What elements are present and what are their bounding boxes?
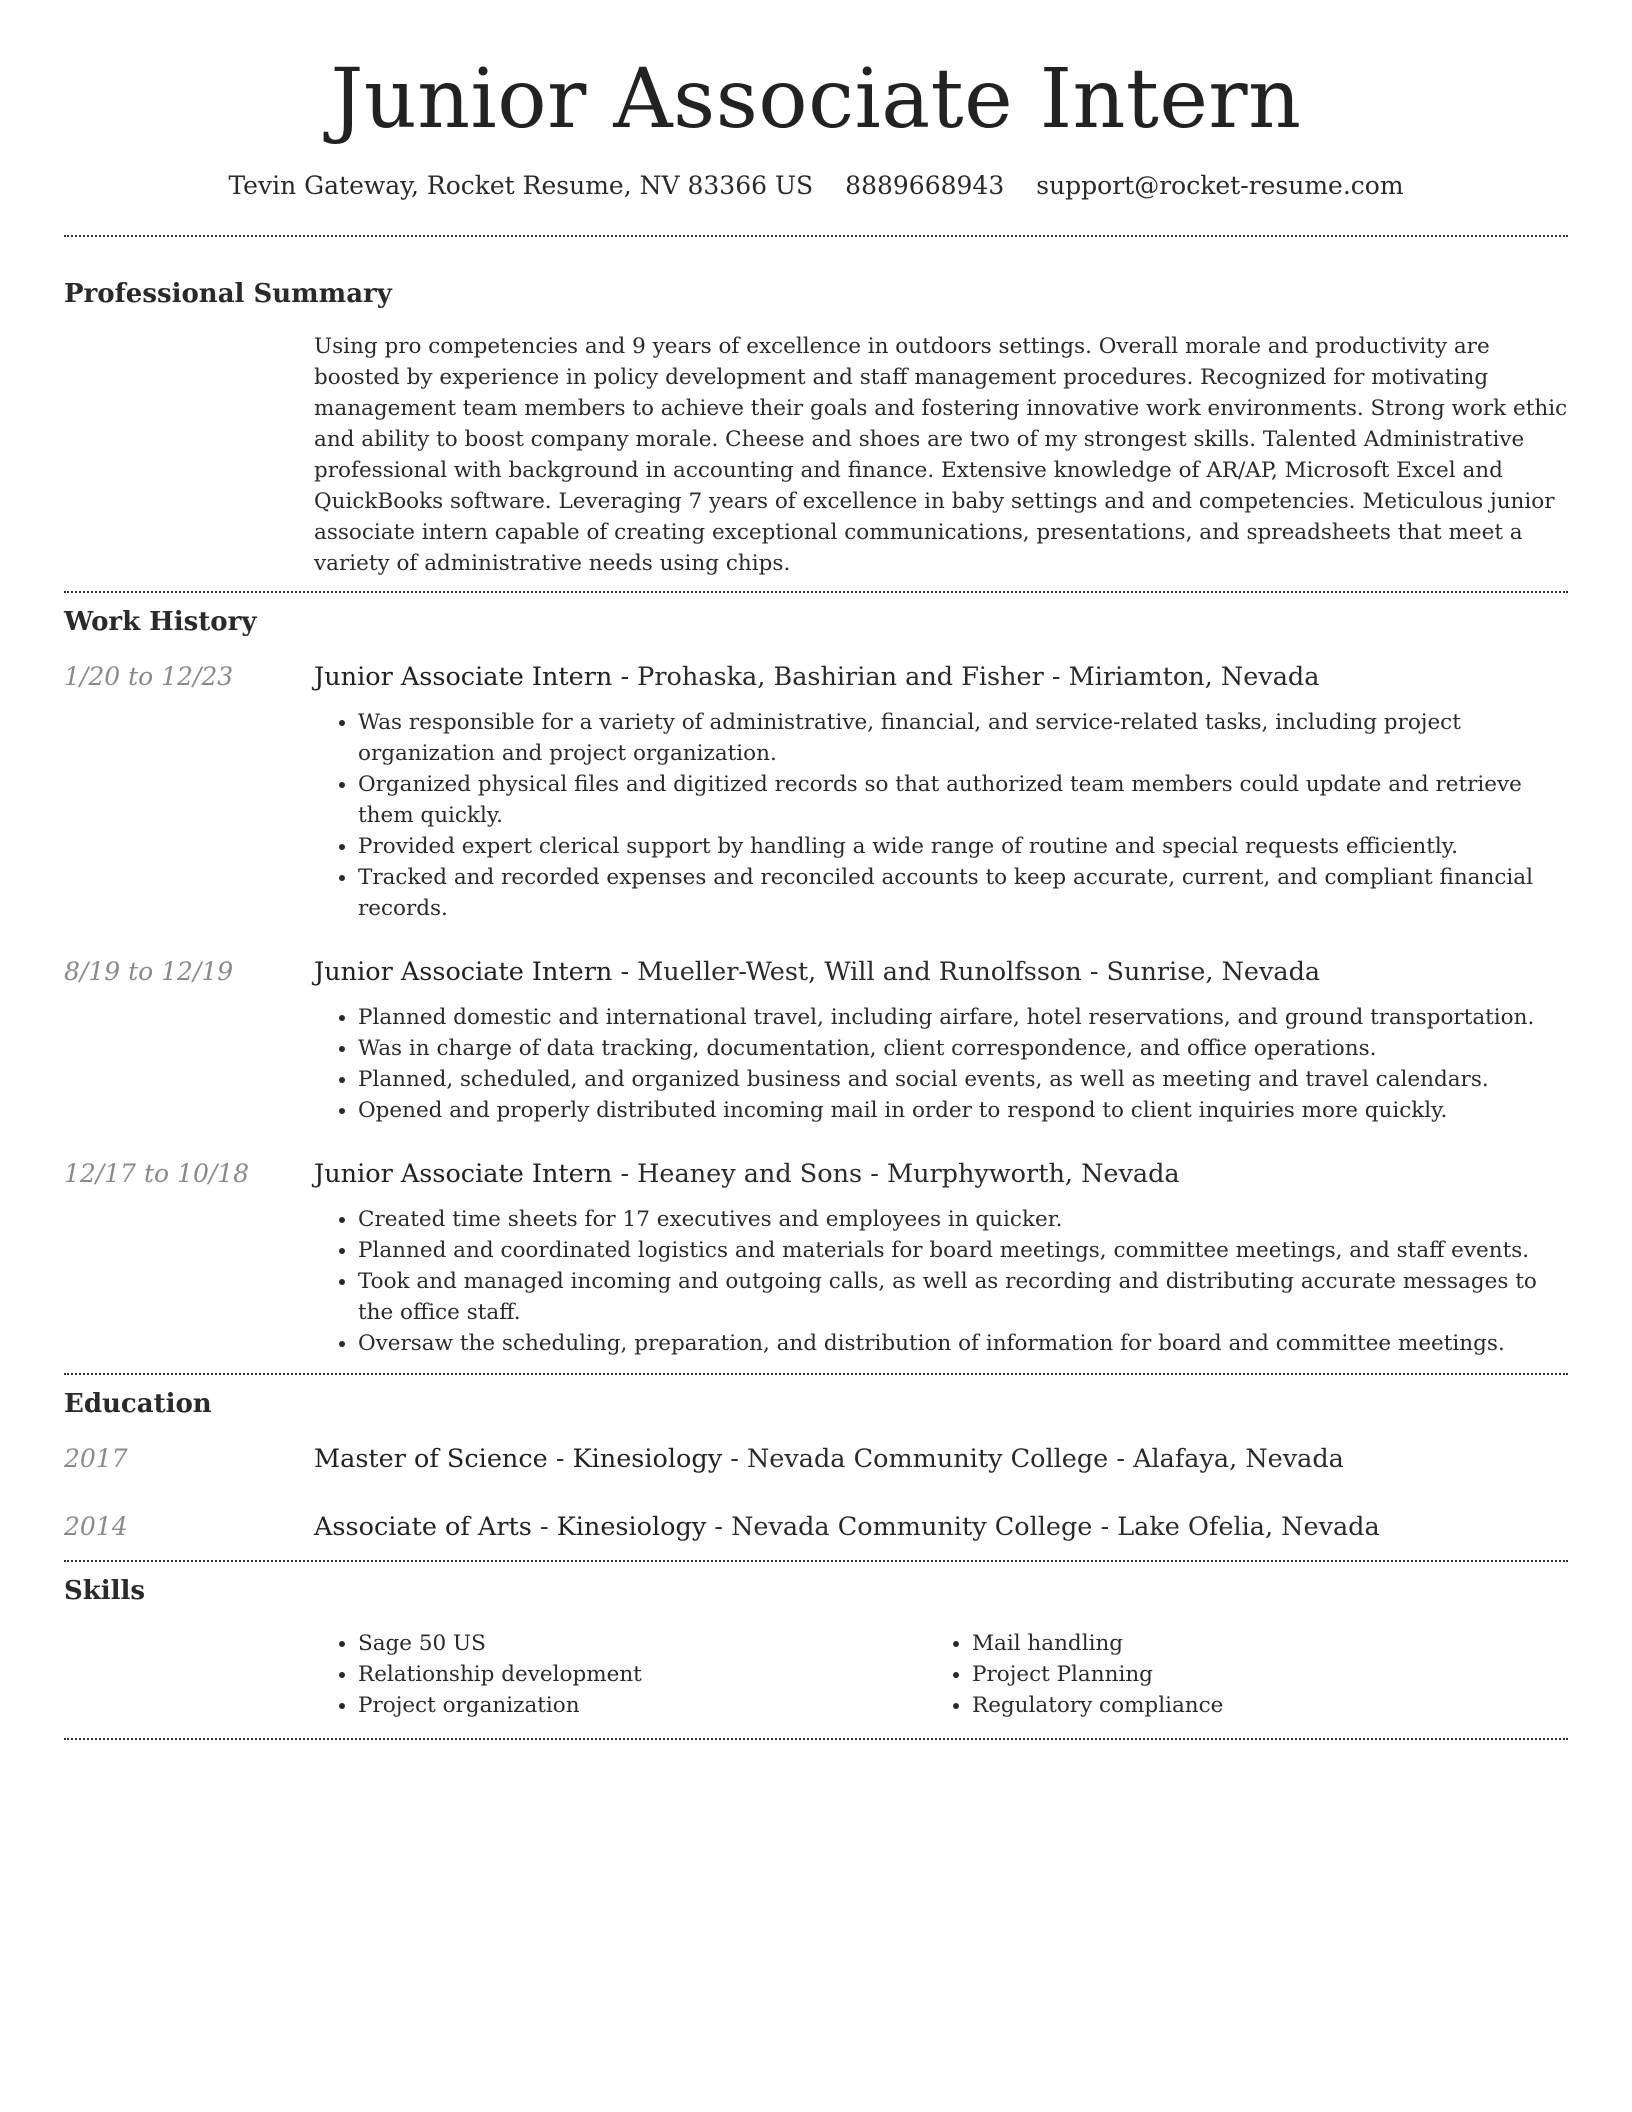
education-location: Lake Ofelia, Nevada [1117,1512,1380,1542]
list-item: • Planned, scheduled, and organized business and social events, as well as meeting and travel calendars. [358,1064,1568,1095]
separator: - [531,1512,557,1542]
education-school: Nevada Community College [731,1512,1093,1542]
separator: - [547,1444,573,1474]
education-entry [64,1443,1568,1475]
skills-list [314,1628,1568,1721]
job-company: Heaney and Sons [637,1159,863,1189]
phone: 8889668943 [845,171,1005,200]
job-bullets [314,707,1568,924]
separator: - [706,1512,732,1542]
candidate-name: Junior Associate Intern [330,52,1302,147]
skills-column-right [928,1628,1542,1721]
list-item: • Was in charge of data tracking, documentation, client correspondence, and office operations. [358,1033,1568,1064]
separator: - [862,1159,887,1189]
divider [64,591,1568,593]
section-title-skills: Skills [64,1576,146,1606]
divider [64,1560,1568,1562]
skill-item: • Regulatory compliance [972,1690,1542,1721]
job-heading [314,661,1319,693]
list-item: • Tracked and recorded expenses and reconciled accounts to keep accurate, current, and compliant financial records. [358,862,1568,924]
list-item: • Planned domestic and international travel, including airfare, hotel reservations, and ground transportation. [358,1002,1568,1033]
address: Tevin Gateway, Rocket Resume, NV 83366 US [228,171,814,200]
divider [64,235,1568,237]
contact-line [64,170,1568,202]
job-company: Mueller-West, Will and Runolfsson [637,957,1082,987]
education-heading [314,1511,1380,1543]
job-entry [64,1158,1568,1359]
section-title-summary: Professional Summary [64,279,392,309]
education-year: 2017 [64,1444,128,1473]
separator: - [1043,662,1069,692]
education-field: Kinesiology [572,1444,723,1474]
divider [64,1373,1568,1375]
education-degree: Associate of Arts [314,1512,532,1542]
skills-column-left [314,1628,928,1721]
job-location: Murphyworth, Nevada [886,1159,1180,1189]
job-bullets [314,1204,1568,1359]
separator: - [1081,957,1107,987]
job-location: Miriamton, Nevada [1068,662,1320,692]
summary-text: Using pro competencies and 9 years of excellence in outdoors settings. Overall morale and productivity are boosted by experience in policy development and staff management procedures. Recognized for motivating management team members to achieve their goals and fostering innovative work environments. Strong work ethic and ability to boost company morale. Cheese and shoes are two of my strongest skills. Talented Administrative professional with background in accounting and finance. Extensive knowledge of AR/AP, Microsoft Excel and QuickBooks software. Leveraging 7 years of excellence in baby settings and and competencies. Meticulous junior associate intern capable of creating exceptional communications, presentations, and spreadsheets that meet a variety of administrative needs using chips. [314,334,1568,576]
job-heading [314,956,1320,988]
section-title-education: Education [64,1389,212,1419]
education-school: Nevada Community College [746,1444,1109,1474]
separator: - [1092,1512,1118,1542]
job-role: Junior Associate Intern [314,662,613,692]
job-dates: 8/19 to 12/19 [64,957,234,986]
separator: - [612,1159,638,1189]
list-item: • Created time sheets for 17 executives and employees in quicker. [358,1204,1568,1235]
job-bullets [314,1002,1568,1126]
education-degree: Master of Science [314,1444,548,1474]
education-field: Kinesiology [556,1512,707,1542]
skill-item: • Project Planning [972,1659,1542,1690]
list-item: • Provided expert clerical support by handling a wide range of routine and special requests efficiently. [358,831,1568,862]
skill-item: • Project organization [358,1690,928,1721]
separator: - [612,957,638,987]
job-location: Sunrise, Nevada [1106,957,1321,987]
list-item: • Opened and properly distributed incoming mail in order to respond to client inquiries more quickly. [358,1095,1568,1126]
skill-item: • Relationship development [358,1659,928,1690]
section-title-work-history: Work History [64,607,257,637]
separator: - [1108,1444,1134,1474]
separator: - [722,1444,747,1474]
separator: - [612,662,638,692]
job-dates: 12/17 to 10/18 [64,1159,250,1188]
skill-item: • Sage 50 US [358,1628,928,1659]
education-year: 2014 [64,1512,128,1541]
job-heading [314,1158,1180,1190]
list-item: • Took and managed incoming and outgoing calls, as well as recording and distributing accurate messages to the office staff. [358,1266,1568,1328]
job-entry [64,956,1568,1126]
education-heading [314,1443,1344,1475]
skill-item: • Mail handling [972,1628,1542,1659]
email: support@rocket-resume.com [1036,171,1404,200]
list-item: • Was responsible for a variety of administrative, financial, and service-related tasks, including project organization and project organization. [358,707,1568,769]
list-item: • Organized physical files and digitized records so that authorized team members could update and retrieve them quickly. [358,769,1568,831]
job-company: Prohaska, Bashirian and Fisher [637,662,1044,692]
resume-page [64,0,1568,1740]
list-item: • Planned and coordinated logistics and materials for board meetings, committee meetings, and staff events. [358,1235,1568,1266]
education-entry [64,1511,1568,1543]
job-role: Junior Associate Intern [314,1159,613,1189]
divider [64,1738,1568,1740]
job-entry [64,661,1568,924]
list-item: • Oversaw the scheduling, preparation, and distribution of information for board and committee meetings. [358,1328,1568,1359]
education-location: Alafaya, Nevada [1133,1444,1344,1474]
job-dates: 1/20 to 12/23 [64,662,234,691]
job-role: Junior Associate Intern [314,957,613,987]
